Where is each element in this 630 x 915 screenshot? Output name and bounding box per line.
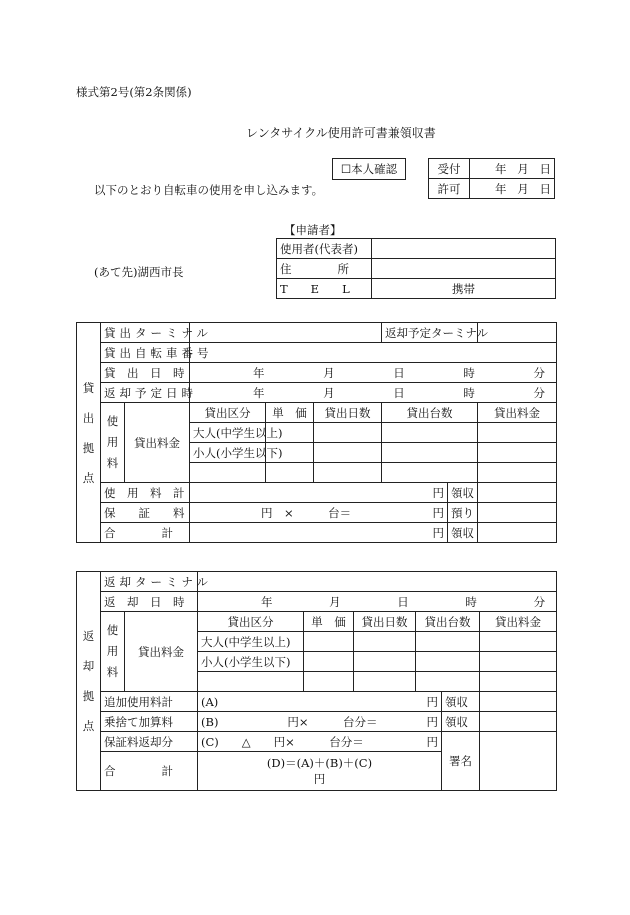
return-adult-count[interactable] bbox=[416, 632, 480, 652]
return-adult-days[interactable] bbox=[354, 632, 416, 652]
return-fee-header-count: 貸出台数 bbox=[416, 612, 480, 632]
page-title: レンタサイクル使用許可書兼領収書 bbox=[246, 126, 436, 140]
addressee: (あて先)湖西市長 bbox=[94, 265, 184, 279]
abandon-received: 領収 bbox=[442, 712, 480, 732]
return-fee-row-adult: 大人(中学生以上) bbox=[198, 632, 304, 652]
lend-blank-count[interactable] bbox=[382, 463, 478, 483]
bike-number-label: 貸出自転車番号 bbox=[101, 343, 190, 363]
abandon-extra[interactable] bbox=[480, 712, 557, 732]
lending-side-label: 貸 出 拠 点 bbox=[77, 323, 101, 543]
return-fee-header-amount: 貸出料金 bbox=[480, 612, 557, 632]
returned-datetime-label: 返 却 日 時 bbox=[101, 592, 198, 612]
intro-text: 以下のとおり自転車の使用を申し込みます。 bbox=[94, 183, 324, 197]
lend-total-extra[interactable] bbox=[478, 483, 557, 503]
abandon-field[interactable]: (B) 円× 台分＝ 円 bbox=[198, 712, 442, 732]
return-datetime-label: 返却予定日時 bbox=[101, 383, 190, 403]
lend-grand-field[interactable]: 円 bbox=[190, 523, 448, 543]
return-adult-unit[interactable] bbox=[304, 632, 354, 652]
deposit-held: 預り bbox=[448, 503, 478, 523]
permit-label: 許可 bbox=[429, 179, 470, 199]
return-terminal-field[interactable] bbox=[198, 572, 557, 592]
return-fee-row-blank bbox=[198, 672, 304, 692]
lend-terminal-field[interactable] bbox=[190, 323, 382, 343]
identity-check-label: ☐本人確認 bbox=[340, 162, 398, 176]
lend-datetime-label: 貸 出 日 時 bbox=[101, 363, 190, 383]
lend-fee-header-amount: 貸出料金 bbox=[478, 403, 557, 423]
return-terminal-label: 返却予定ターミナル bbox=[382, 323, 478, 343]
additional-label: 追加使用料計 bbox=[101, 692, 198, 712]
lend-terminal-label: 貸出ターミナル bbox=[101, 323, 190, 343]
lend-adult-count[interactable] bbox=[382, 423, 478, 443]
lend-blank-days[interactable] bbox=[314, 463, 382, 483]
lend-blank-amount[interactable] bbox=[478, 463, 557, 483]
deposit-label: 保 証 料 bbox=[101, 503, 190, 523]
return-usage-label: 使 用 料 bbox=[101, 612, 125, 692]
return-blank-count[interactable] bbox=[416, 672, 480, 692]
return-adult-amount[interactable] bbox=[480, 632, 557, 652]
applicant-name-field[interactable] bbox=[372, 239, 556, 259]
signature-field[interactable] bbox=[480, 732, 557, 791]
bike-number-field[interactable] bbox=[190, 343, 557, 363]
deposit-extra[interactable] bbox=[478, 503, 557, 523]
accept-label: 受付 bbox=[429, 159, 470, 179]
refund-label: 保証料返却分 bbox=[101, 732, 198, 752]
lend-fee-header-unit: 単 価 bbox=[266, 403, 314, 423]
applicant-name-label: 使用者(代表者) bbox=[277, 239, 372, 259]
return-fee-header-unit: 単 価 bbox=[304, 612, 354, 632]
return-fee-header-days: 貸出日数 bbox=[354, 612, 416, 632]
lend-fee-label: 貸出料金 bbox=[125, 403, 190, 483]
return-grand-label: 合 計 bbox=[101, 752, 198, 791]
applicant-table bbox=[276, 238, 556, 299]
return-datetime-field[interactable]: 年 月 日 時 分 bbox=[190, 383, 557, 403]
return-terminal-field[interactable] bbox=[478, 323, 557, 343]
signature-label: 署名 bbox=[442, 732, 480, 791]
return-child-amount[interactable] bbox=[480, 652, 557, 672]
permit-date[interactable]: 年 月 日 bbox=[470, 179, 555, 199]
accept-date[interactable]: 年 月 日 bbox=[470, 159, 555, 179]
return-side-label: 返 却 拠 点 bbox=[77, 572, 101, 791]
lend-total-received: 領収 bbox=[448, 483, 478, 503]
applicant-tel-field[interactable]: 携帯 bbox=[372, 279, 556, 299]
return-blank-unit[interactable] bbox=[304, 672, 354, 692]
lend-total-label: 使 用 料 計 bbox=[101, 483, 190, 503]
lend-fee-row-child: 小人(小学生以下) bbox=[190, 443, 266, 463]
lend-grand-extra[interactable] bbox=[478, 523, 557, 543]
return-fee-label: 貸出料金 bbox=[125, 612, 198, 692]
lend-child-days[interactable] bbox=[314, 443, 382, 463]
return-fee-header-class: 貸出区分 bbox=[198, 612, 304, 632]
lending-table bbox=[76, 322, 557, 543]
return-child-count[interactable] bbox=[416, 652, 480, 672]
lend-fee-row-blank bbox=[190, 463, 266, 483]
lend-usage-label: 使 用 料 bbox=[101, 403, 125, 483]
return-table bbox=[76, 571, 557, 791]
lend-fee-row-adult: 大人(中学生以上) bbox=[190, 423, 266, 443]
return-blank-days[interactable] bbox=[354, 672, 416, 692]
additional-received: 領収 bbox=[442, 692, 480, 712]
refund-field[interactable]: (C) △ 円× 台分＝ 円 bbox=[198, 732, 442, 752]
applicant-address-label: 住 所 bbox=[277, 259, 372, 279]
additional-extra[interactable] bbox=[480, 692, 557, 712]
lend-child-amount[interactable] bbox=[478, 443, 557, 463]
applicant-heading: 【申請者】 bbox=[284, 223, 342, 237]
return-blank-amount[interactable] bbox=[480, 672, 557, 692]
lend-adult-days[interactable] bbox=[314, 423, 382, 443]
applicant-address-field[interactable] bbox=[372, 259, 556, 279]
return-grand-field[interactable]: (D)＝(A)＋(B)＋(C) 円 bbox=[198, 752, 442, 791]
reception-table bbox=[428, 158, 555, 199]
return-terminal-label: 返却ターミナル bbox=[101, 572, 198, 592]
deposit-field[interactable]: 円 × 台＝ 円 bbox=[190, 503, 448, 523]
identity-check-box[interactable] bbox=[332, 158, 406, 180]
lend-grand-label: 合 計 bbox=[101, 523, 190, 543]
returned-datetime-field[interactable]: 年 月 日 時 分 bbox=[198, 592, 557, 612]
return-child-unit[interactable] bbox=[304, 652, 354, 672]
return-fee-row-child: 小人(小学生以下) bbox=[198, 652, 304, 672]
lend-datetime-field[interactable]: 年 月 日 時 分 bbox=[190, 363, 557, 383]
applicant-tel-label: T E L bbox=[277, 279, 372, 299]
additional-field[interactable]: (A) 円 bbox=[198, 692, 442, 712]
lend-child-count[interactable] bbox=[382, 443, 478, 463]
lend-total-field[interactable]: 円 bbox=[190, 483, 448, 503]
lend-fee-header-class: 貸出区分 bbox=[190, 403, 266, 423]
lend-fee-header-count: 貸出台数 bbox=[382, 403, 478, 423]
lend-grand-received: 領収 bbox=[448, 523, 478, 543]
lend-adult-amount[interactable] bbox=[478, 423, 557, 443]
form-number: 様式第2号(第2条関係) bbox=[76, 85, 192, 99]
abandon-label: 乗捨て加算料 bbox=[101, 712, 198, 732]
return-child-days[interactable] bbox=[354, 652, 416, 672]
lend-fee-header-days: 貸出日数 bbox=[314, 403, 382, 423]
lend-blank-unit[interactable] bbox=[266, 463, 314, 483]
